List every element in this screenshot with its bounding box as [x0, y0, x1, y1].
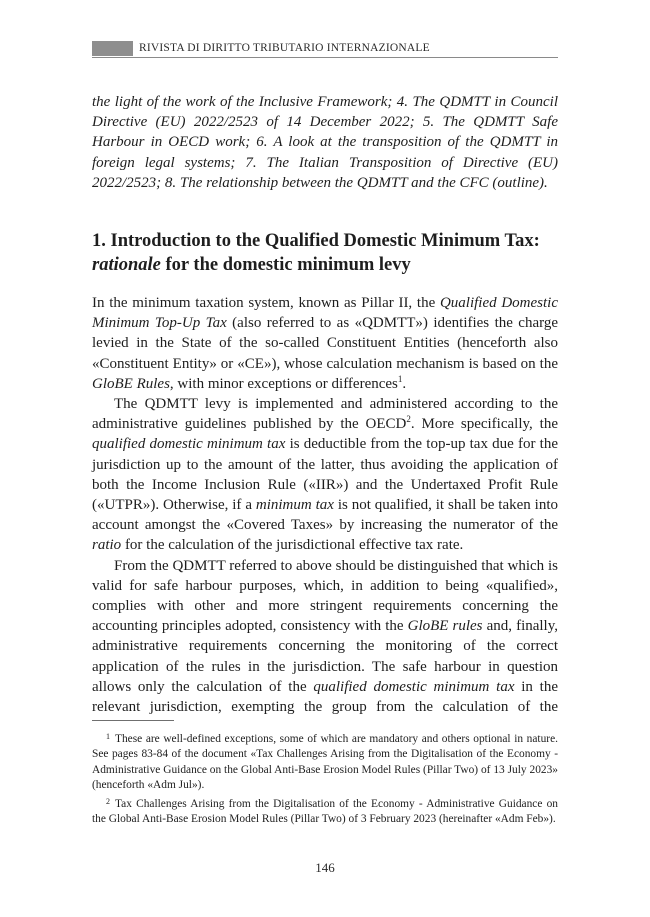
italic-term: GloBE rules: [407, 618, 483, 635]
italic-term: qualified domestic minimum tax: [313, 678, 515, 695]
paragraph-2: [92, 394, 558, 556]
text-run: In the minimum taxation system, known as Pillar II, the: [92, 295, 440, 311]
footnote-separator: [92, 720, 174, 721]
italic-term: Qualified Domestic Minimum Top-Up Tax: [92, 295, 558, 332]
footnote-2: [92, 794, 558, 828]
footnotes: [92, 729, 558, 827]
text-run: From the QDMTT referred to above should be distinguished that which is valid for safe harbour purposes, which, in addition to being «qualified», complies with other and more stringent requirements concerning the accounting principles adopted, consistency with the: [92, 557, 558, 635]
section-heading-line1: 1. Introduction to the Qualified Domestic Minimum Tax:: [92, 231, 540, 251]
page-number: 146: [315, 860, 335, 875]
contents-summary: [92, 92, 558, 193]
italic-term: ratio: [92, 537, 122, 554]
body-text: [92, 293, 558, 717]
text-run: , with minor exceptions or differences: [169, 375, 398, 392]
footnote-number: 1: [106, 732, 110, 741]
footnote-number: 2: [106, 796, 110, 806]
section-heading-rest: for the domestic minimum levy: [160, 255, 411, 275]
text-run: The QDMTT levy is implemented and administered according to the administrative guidelines published by the OECD: [92, 396, 558, 433]
running-head: [92, 41, 558, 58]
footnote-1: [92, 729, 558, 794]
text-run: and, finally, administrative requirements concerning the monitoring of the correct application of the rules in the jurisdiction. The safe harbour in question allows only the calculation of the: [92, 618, 559, 695]
footnote-text: Tax Challenges Arising from the Digitalisation of the Economy - Administrative Guidance on the Global Anti-Base Erosion Model Rules (Pillar Two) of 3 February 2023 (hereinafter «Adm Feb»).: [92, 797, 558, 826]
italic-term: qualified domestic minimum tax: [92, 436, 286, 453]
section-heading: [92, 229, 558, 277]
paragraph-1: [92, 293, 558, 394]
italic-term: minimum tax: [255, 497, 334, 514]
text-run: is not qualified, it shall be taken into account amongst the «Covered Taxes» by increasing the numerator of the: [92, 497, 558, 534]
footnote-ref-1[interactable]: 1: [397, 373, 403, 384]
running-head-bar: [92, 41, 133, 56]
text-run: is deductible from the top-up tax due for the jurisdiction up to the amount of the latter, thus avoiding the application of both the Income Inclusion Rule («IIR») and the Undertaxed Profit Rule («UTPR»). Otherwise, if a: [92, 436, 558, 514]
contents-summary-text: the light of the work of the Inclusive Framework; 4. The QDMTT in Council Directive (EU) 2022/2523 of 14 December 2022; 5. The QDMTT Safe Harbour in OECD work; 6. A look at the transposition of the QDMTT in foreign legal systems; 7. The Italian Transposition of Directive (EU) 2022/2523; 8. The relationship between the QDMTT and the CFC (outline).: [92, 94, 558, 191]
text-run: in the relevant jurisdiction, exempting the group from the calculation of the: [92, 678, 559, 716]
text-run: for the calculation of the jurisdictional effective tax rate.: [121, 537, 464, 554]
section-heading-italic: rationale: [92, 255, 161, 275]
journal-title: RIVISTA DI DIRITTO TRIBUTARIO INTERNAZIONALE: [139, 42, 430, 54]
footnote-ref-2[interactable]: 2: [406, 414, 411, 425]
text-run: . More specifically, the: [410, 416, 558, 433]
text-run: (also referred to as «QDMTT») identifies the charge levied in the State of the so-called Constituent Entities (henceforth also «Constituent Entity» or «CE»), whose calculation mechanism is based on the: [92, 315, 558, 372]
text-run: .: [402, 375, 407, 392]
italic-term: GloBE Rules: [92, 375, 170, 392]
paragraph-3: [92, 556, 558, 718]
footnote-text: These are well-defined exceptions, some of which are mandatory and others optional in nature. See pages 83-84 of the document «Tax Challenges Arising from the Digitalisation of the Economy - Administrative Guidance on the Global Anti-Base Erosion Model Rules (Pillar Two) of 13 July 2023» (henceforth «Adm Jul»).: [92, 733, 558, 792]
